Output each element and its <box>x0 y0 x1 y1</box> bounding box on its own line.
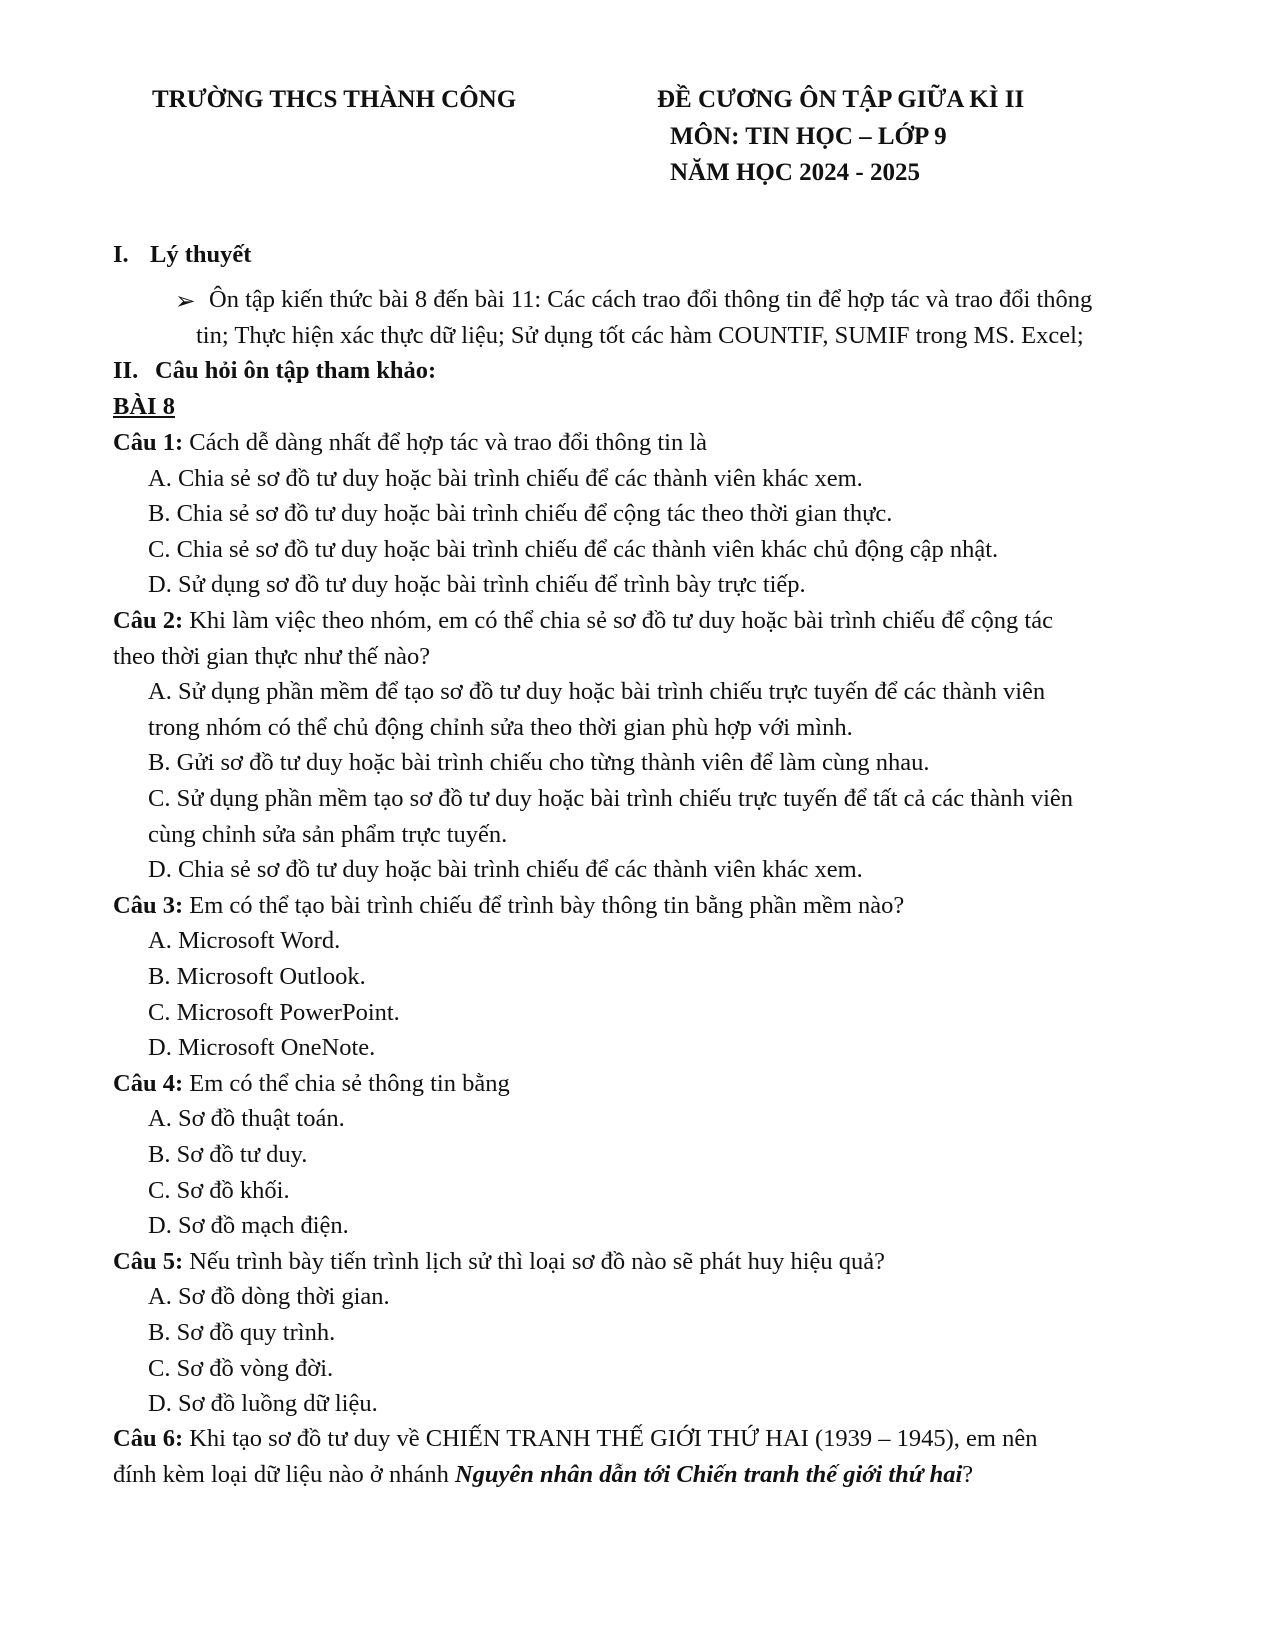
school-name: TRƯỜNG THCS THÀNH CÔNG <box>152 86 517 113</box>
question-5 <box>113 1248 885 1276</box>
section2-number: II. <box>113 357 139 384</box>
answer-option: C. Microsoft PowerPoint. <box>148 999 400 1026</box>
question-label: Câu 2: <box>113 607 184 634</box>
emphasized-branch-name: Nguyên nhân dẫn tới Chiến tranh thế giới thứ hai <box>454 1461 963 1488</box>
answer-option: B. Sơ đồ tư duy. <box>148 1141 308 1168</box>
question-1 <box>113 429 707 457</box>
answer-option: A. Sơ đồ thuật toán. <box>148 1105 345 1132</box>
answer-option: trong nhóm có thể chủ động chỉnh sửa theo thời gian phù hợp với mình. <box>148 714 853 741</box>
answer-option: B. Microsoft Outlook. <box>148 963 366 990</box>
question-label: Câu 6: <box>113 1425 184 1452</box>
answer-option: C. Sơ đồ khối. <box>148 1177 290 1204</box>
theory-line-1: Ôn tập kiến thức bài 8 đến bài 11: Các cách trao đổi thông tin để hợp tác và trao đổi thông <box>209 286 1093 313</box>
answer-option: A. Chia sẻ sơ đồ tư duy hoặc bài trình chiếu để các thành viên khác xem. <box>148 465 863 492</box>
section1-number: I. <box>113 241 129 268</box>
answer-option: A. Sơ đồ dòng thời gian. <box>148 1283 390 1310</box>
question-text: Nếu trình bày tiến trình lịch sử thì loại sơ đồ nào sẽ phát huy hiệu quả? <box>183 1248 885 1275</box>
section2-title: Câu hỏi ôn tập tham khảo: <box>155 357 437 384</box>
question-text: Cách dễ dàng nhất để hợp tác và trao đổi thông tin là <box>183 429 708 456</box>
answer-option: D. Sử dụng sơ đồ tư duy hoặc bài trình chiếu để trình bày trực tiếp. <box>148 571 806 598</box>
answer-option: C. Chia sẻ sơ đồ tư duy hoặc bài trình chiếu để các thành viên khác chủ động cập nhật. <box>148 536 999 563</box>
question-label: Câu 3: <box>113 892 184 919</box>
answer-option: D. Sơ đồ luồng dữ liệu. <box>148 1390 378 1417</box>
answer-option: B. Gửi sơ đồ tư duy hoặc bài trình chiếu cho từng thành viên để làm cùng nhau. <box>148 749 930 776</box>
question-text: Em có thể chia sẻ thông tin bằng <box>183 1070 510 1097</box>
answer-option: cùng chỉnh sửa sản phẩm trực tuyến. <box>148 821 508 848</box>
question-text: ? <box>962 1461 974 1488</box>
lesson-heading: BÀI 8 <box>113 393 175 420</box>
question-label: Câu 4: <box>113 1070 184 1097</box>
question-text: Khi làm việc theo nhóm, em có thể chia sẻ sơ đồ tư duy hoặc bài trình chiếu để cộng tác <box>183 607 1053 634</box>
question-2-continued <box>113 643 430 671</box>
question-text: Khi tạo sơ đồ tư duy về CHIẾN TRANH THẾ GIỚI THỨ HAI (1939 – 1945), em nên <box>183 1425 1038 1452</box>
question-6 <box>113 1425 1037 1453</box>
question-label: Câu 1: <box>113 429 184 456</box>
question-text: Em có thể tạo bài trình chiếu để trình bày thông tin bằng phần mềm nào? <box>183 892 905 919</box>
answer-option: D. Microsoft OneNote. <box>148 1034 376 1061</box>
section1-title: Lý thuyết <box>150 241 252 268</box>
school-year: NĂM HỌC 2024 - 2025 <box>670 159 920 186</box>
question-3 <box>113 892 904 920</box>
document-title: ĐỀ CƯƠNG ÔN TẬP GIỮA KÌ II <box>657 86 1025 113</box>
answer-option: D. Sơ đồ mạch điện. <box>148 1212 349 1239</box>
theory-line-2: tin; Thực hiện xác thực dữ liệu; Sử dụng tốt các hàm COUNTIF, SUMIF trong MS. Excel; <box>196 322 1084 349</box>
question-text: theo thời gian thực như thế nào? <box>113 643 431 670</box>
subject-line: MÔN: TIN HỌC – LỚP 9 <box>670 123 947 150</box>
answer-option: A. Microsoft Word. <box>148 927 341 954</box>
question-text: đính kèm loại dữ liệu nào ở nhánh <box>113 1461 455 1488</box>
answer-option: C. Sơ đồ vòng đời. <box>148 1355 334 1382</box>
answer-option: D. Chia sẻ sơ đồ tư duy hoặc bài trình chiếu để các thành viên khác xem. <box>148 856 863 883</box>
question-2 <box>113 607 1053 635</box>
answer-option: B. Chia sẻ sơ đồ tư duy hoặc bài trình chiếu để cộng tác theo thời gian thực. <box>148 500 893 527</box>
answer-option: B. Sơ đồ quy trình. <box>148 1319 336 1346</box>
question-6-continued <box>113 1461 973 1489</box>
bullet-arrow-icon: ➢ <box>175 288 196 315</box>
answer-option: C. Sử dụng phần mềm tạo sơ đồ tư duy hoặc bài trình chiếu trực tuyến để tất cả các thành viên <box>148 785 1074 812</box>
question-4 <box>113 1070 510 1098</box>
question-label: Câu 5: <box>113 1248 184 1275</box>
answer-option: A. Sử dụng phần mềm để tạo sơ đồ tư duy hoặc bài trình chiếu trực tuyến để các thành viên <box>148 678 1046 705</box>
